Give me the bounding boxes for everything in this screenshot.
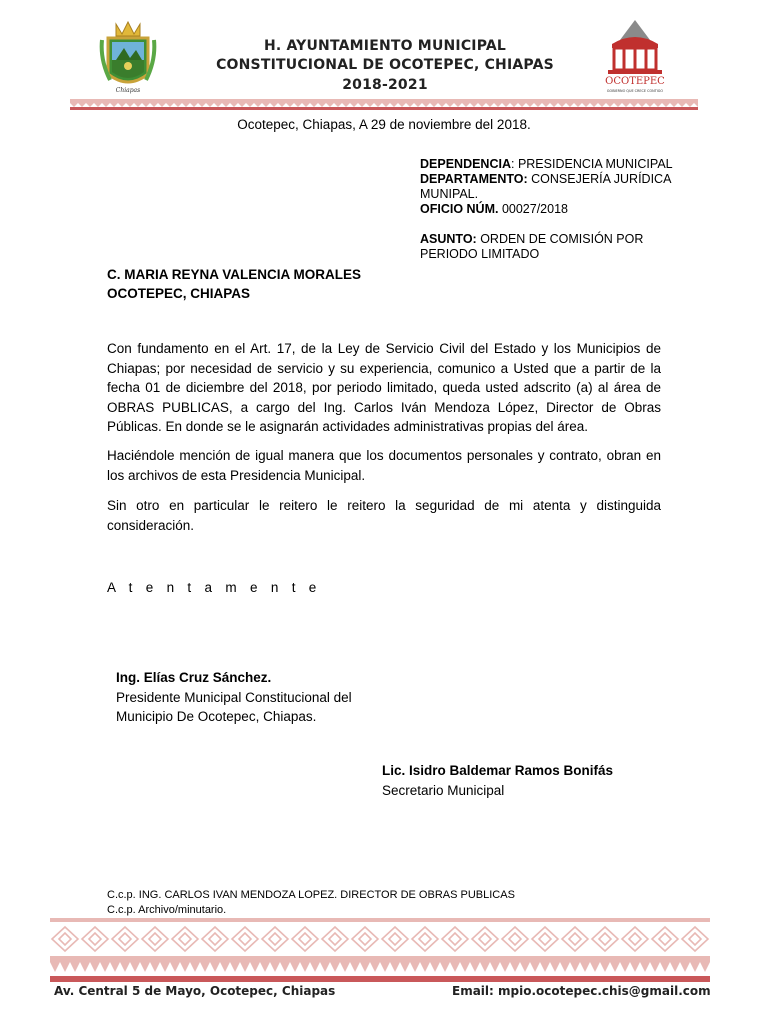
signatory-secretary-name: Lic. Isidro Baldemar Ramos Bonifás [382,763,614,778]
closing-salutation: A t e n t a m e n t e [107,580,322,595]
decorative-band-top [70,99,698,111]
signatory-president-name: Ing. Elías Cruz Sánchez. [116,670,272,685]
body-paragraph-2: Haciéndole mención de igual manera que los documentos personales y contrato, obran en los archivos de esta Presidencia Municipal. [107,448,661,483]
decorative-band-bottom [50,918,710,984]
dependencia-label: DEPENDENCIA [420,157,511,171]
oficio-label: OFICIO NÚM. [420,202,499,216]
asunto-value-cont: PERIODO LIMITADO [420,247,540,261]
ocotepec-logo-icon [600,18,670,98]
carbon-copy-list [107,888,515,918]
asunto-label: ASUNTO: [420,232,477,246]
svg-text:OCOTEPEC: OCOTEPEC [605,76,665,87]
signatory-secretary [382,761,613,800]
departamento-value: CONSEJERÍA JURÍDICA [527,172,672,186]
place-and-date: Ocotepec, Chiapas, A 29 de noviembre del 2018. [237,117,531,132]
ccp-line-2: C.c.p. Archivo/minutario. [107,904,227,916]
addressee-name: C. MARIA REYNA VALENCIA MORALES [107,267,362,282]
signatory-secretary-title: Secretario Municipal [382,782,505,798]
footer-address: Av. Central 5 de Mayo, Ocotepec, Chiapas [54,984,336,998]
departamento-label: DEPARTAMENTO: [420,172,528,186]
addressee-place: OCOTEPEC, CHIAPAS [107,286,251,301]
ccp-line-1: C.c.p. ING. CARLOS IVAN MENDOZA LOPEZ. DIRECTOR DE OBRAS PUBLICAS [107,889,515,901]
footer-email[interactable]: Email: mpio.ocotepec.chis@gmail.com [452,984,711,998]
signatory-president-title-2: Municipio De Ocotepec, Chiapas. [116,709,317,724]
document-metadata [420,157,690,262]
municipal-crest-icon [98,16,158,96]
body-paragraph-1: Con fundamento en el Art. 17, de la Ley de Servicio Civil del Estado y los Municipios de Chiapas; por necesidad de servicio y su experiencia, comunico a Usted que a partir de la fecha 01 de diciembre del 2018, por periodo limitado, queda usted adscrito (a) al área de OBRAS PUBLICAS, a cargo del Ing. Carlos Iván Mendoza López, Director de Obras Públicas. En donde se le asignarán actividades administrativas propias del área. [107,341,661,434]
oficio-value: 00027/2018 [498,202,568,216]
signatory-president [116,668,352,727]
svg-text:GOBIERNO QUE CRECE CONTIGO: GOBIERNO QUE CRECE CONTIGO [606,89,664,93]
signatory-president-title-1: Presidente Municipal Constitucional del [116,689,352,705]
dependencia-value: : PRESIDENCIA MUNICIPAL [511,157,673,171]
svg-text:Chiapas: Chiapas [115,87,141,94]
departamento-value-cont: MUNIPAL. [420,187,479,201]
header-years: 2018-2021 [342,77,428,93]
header-line-2: CONSTITUCIONAL DE OCOTEPEC, CHIAPAS [216,57,554,73]
asunto-value: ORDEN DE COMISIÓN POR [476,232,644,246]
header-line-1: H. AYUNTAMIENTO MUNICIPAL [263,38,507,54]
body-paragraph-3: Sin otro en particular le reitero le reitero la seguridad de mi atenta y distinguida consideración. [107,498,661,533]
addressee [107,265,361,303]
